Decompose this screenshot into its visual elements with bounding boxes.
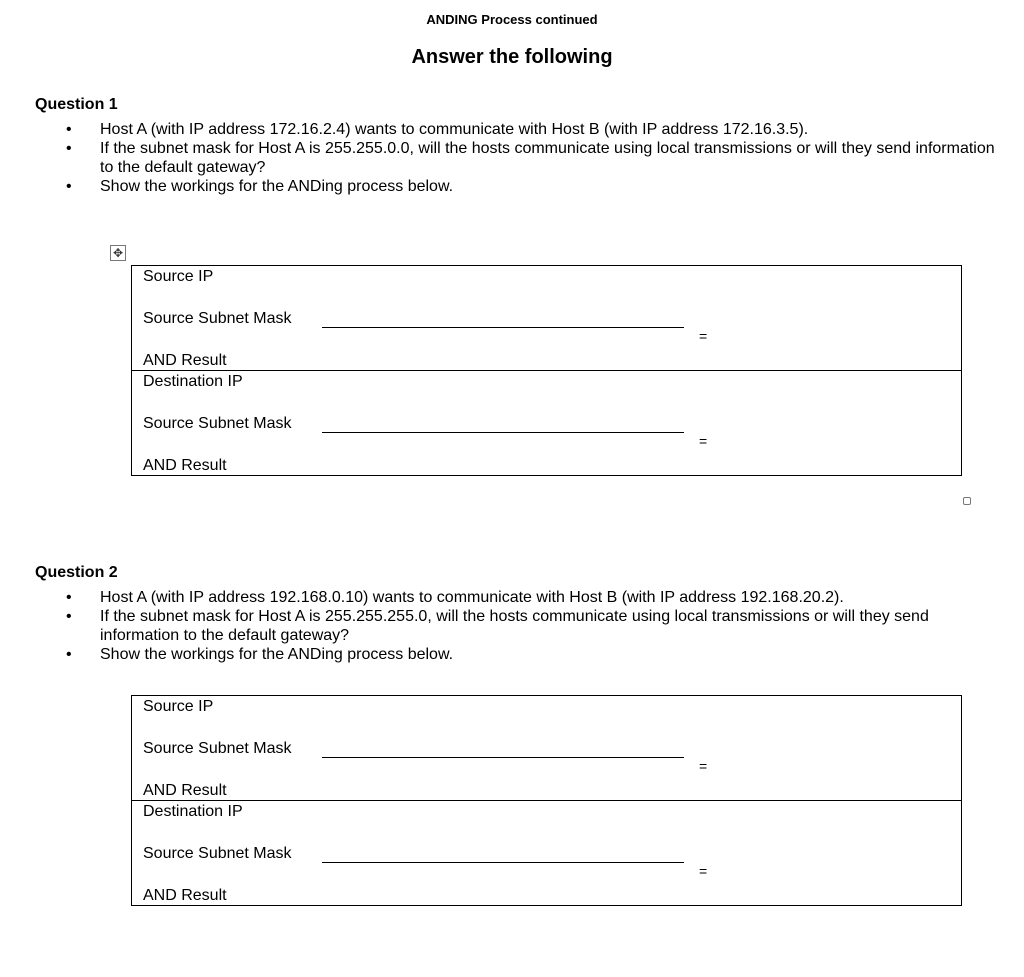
question-1-bullet: • Host A (with IP address 172.16.2.4) wants to communicate with Host B (with IP address 172.16.3.5). xyxy=(0,120,1024,139)
source-cell[interactable] xyxy=(132,266,961,370)
table-resize-handle-icon[interactable] xyxy=(963,497,971,505)
equals-sign: = xyxy=(699,758,708,774)
equals-sign: = xyxy=(699,433,708,449)
source-subnet-mask-label: Source Subnet Mask xyxy=(143,415,292,432)
answer-line xyxy=(322,327,684,328)
question-2-anding-table xyxy=(131,695,962,906)
answer-line xyxy=(322,862,684,863)
question-2-bullet: • Host A (with IP address 192.168.0.10) wants to communicate with Host B (with IP address 192.168.20.2). xyxy=(0,588,1024,607)
source-cell[interactable] xyxy=(132,696,961,800)
source-ip-label: Source IP xyxy=(143,698,214,715)
source-subnet-mask-label: Source Subnet Mask xyxy=(143,845,292,862)
question-1-bullets xyxy=(0,120,1024,196)
and-result-label: AND Result xyxy=(143,352,227,369)
destination-cell[interactable] xyxy=(132,800,961,905)
equals-sign: = xyxy=(699,863,708,879)
destination-ip-label: Destination IP xyxy=(143,803,243,820)
question-2-title: Question 2 xyxy=(35,564,118,581)
destination-ip-label: Destination IP xyxy=(143,373,243,390)
source-subnet-mask-label: Source Subnet Mask xyxy=(143,740,292,757)
question-1-anding-table xyxy=(131,265,962,476)
table-move-handle-icon[interactable]: ✥ xyxy=(110,245,126,261)
question-1-title: Question 1 xyxy=(35,96,118,113)
document-title: Answer the following xyxy=(411,46,613,68)
destination-cell[interactable] xyxy=(132,370,961,475)
question-2-bullet: • If the subnet mask for Host A is 255.255.255.0, will the hosts communicate using local transmissions or will they send information to the default gateway? xyxy=(0,607,1024,645)
answer-line xyxy=(322,757,684,758)
equals-sign: = xyxy=(699,328,708,344)
and-result-label: AND Result xyxy=(143,457,227,474)
question-1-bullet: • Show the workings for the ANDing process below. xyxy=(0,177,1024,196)
question-1-bullet: • If the subnet mask for Host A is 255.255.0.0, will the hosts communicate using local transmissions or will they send information to the default gateway? xyxy=(0,139,1024,177)
answer-line xyxy=(322,432,684,433)
question-2-bullet: • Show the workings for the ANDing process below. xyxy=(0,645,1024,664)
document-subtitle: ANDING Process continued xyxy=(426,12,598,27)
source-ip-label: Source IP xyxy=(143,268,214,285)
and-result-label: AND Result xyxy=(143,782,227,799)
source-subnet-mask-label: Source Subnet Mask xyxy=(143,310,292,327)
and-result-label: AND Result xyxy=(143,887,227,904)
question-2-bullets xyxy=(0,588,1024,664)
